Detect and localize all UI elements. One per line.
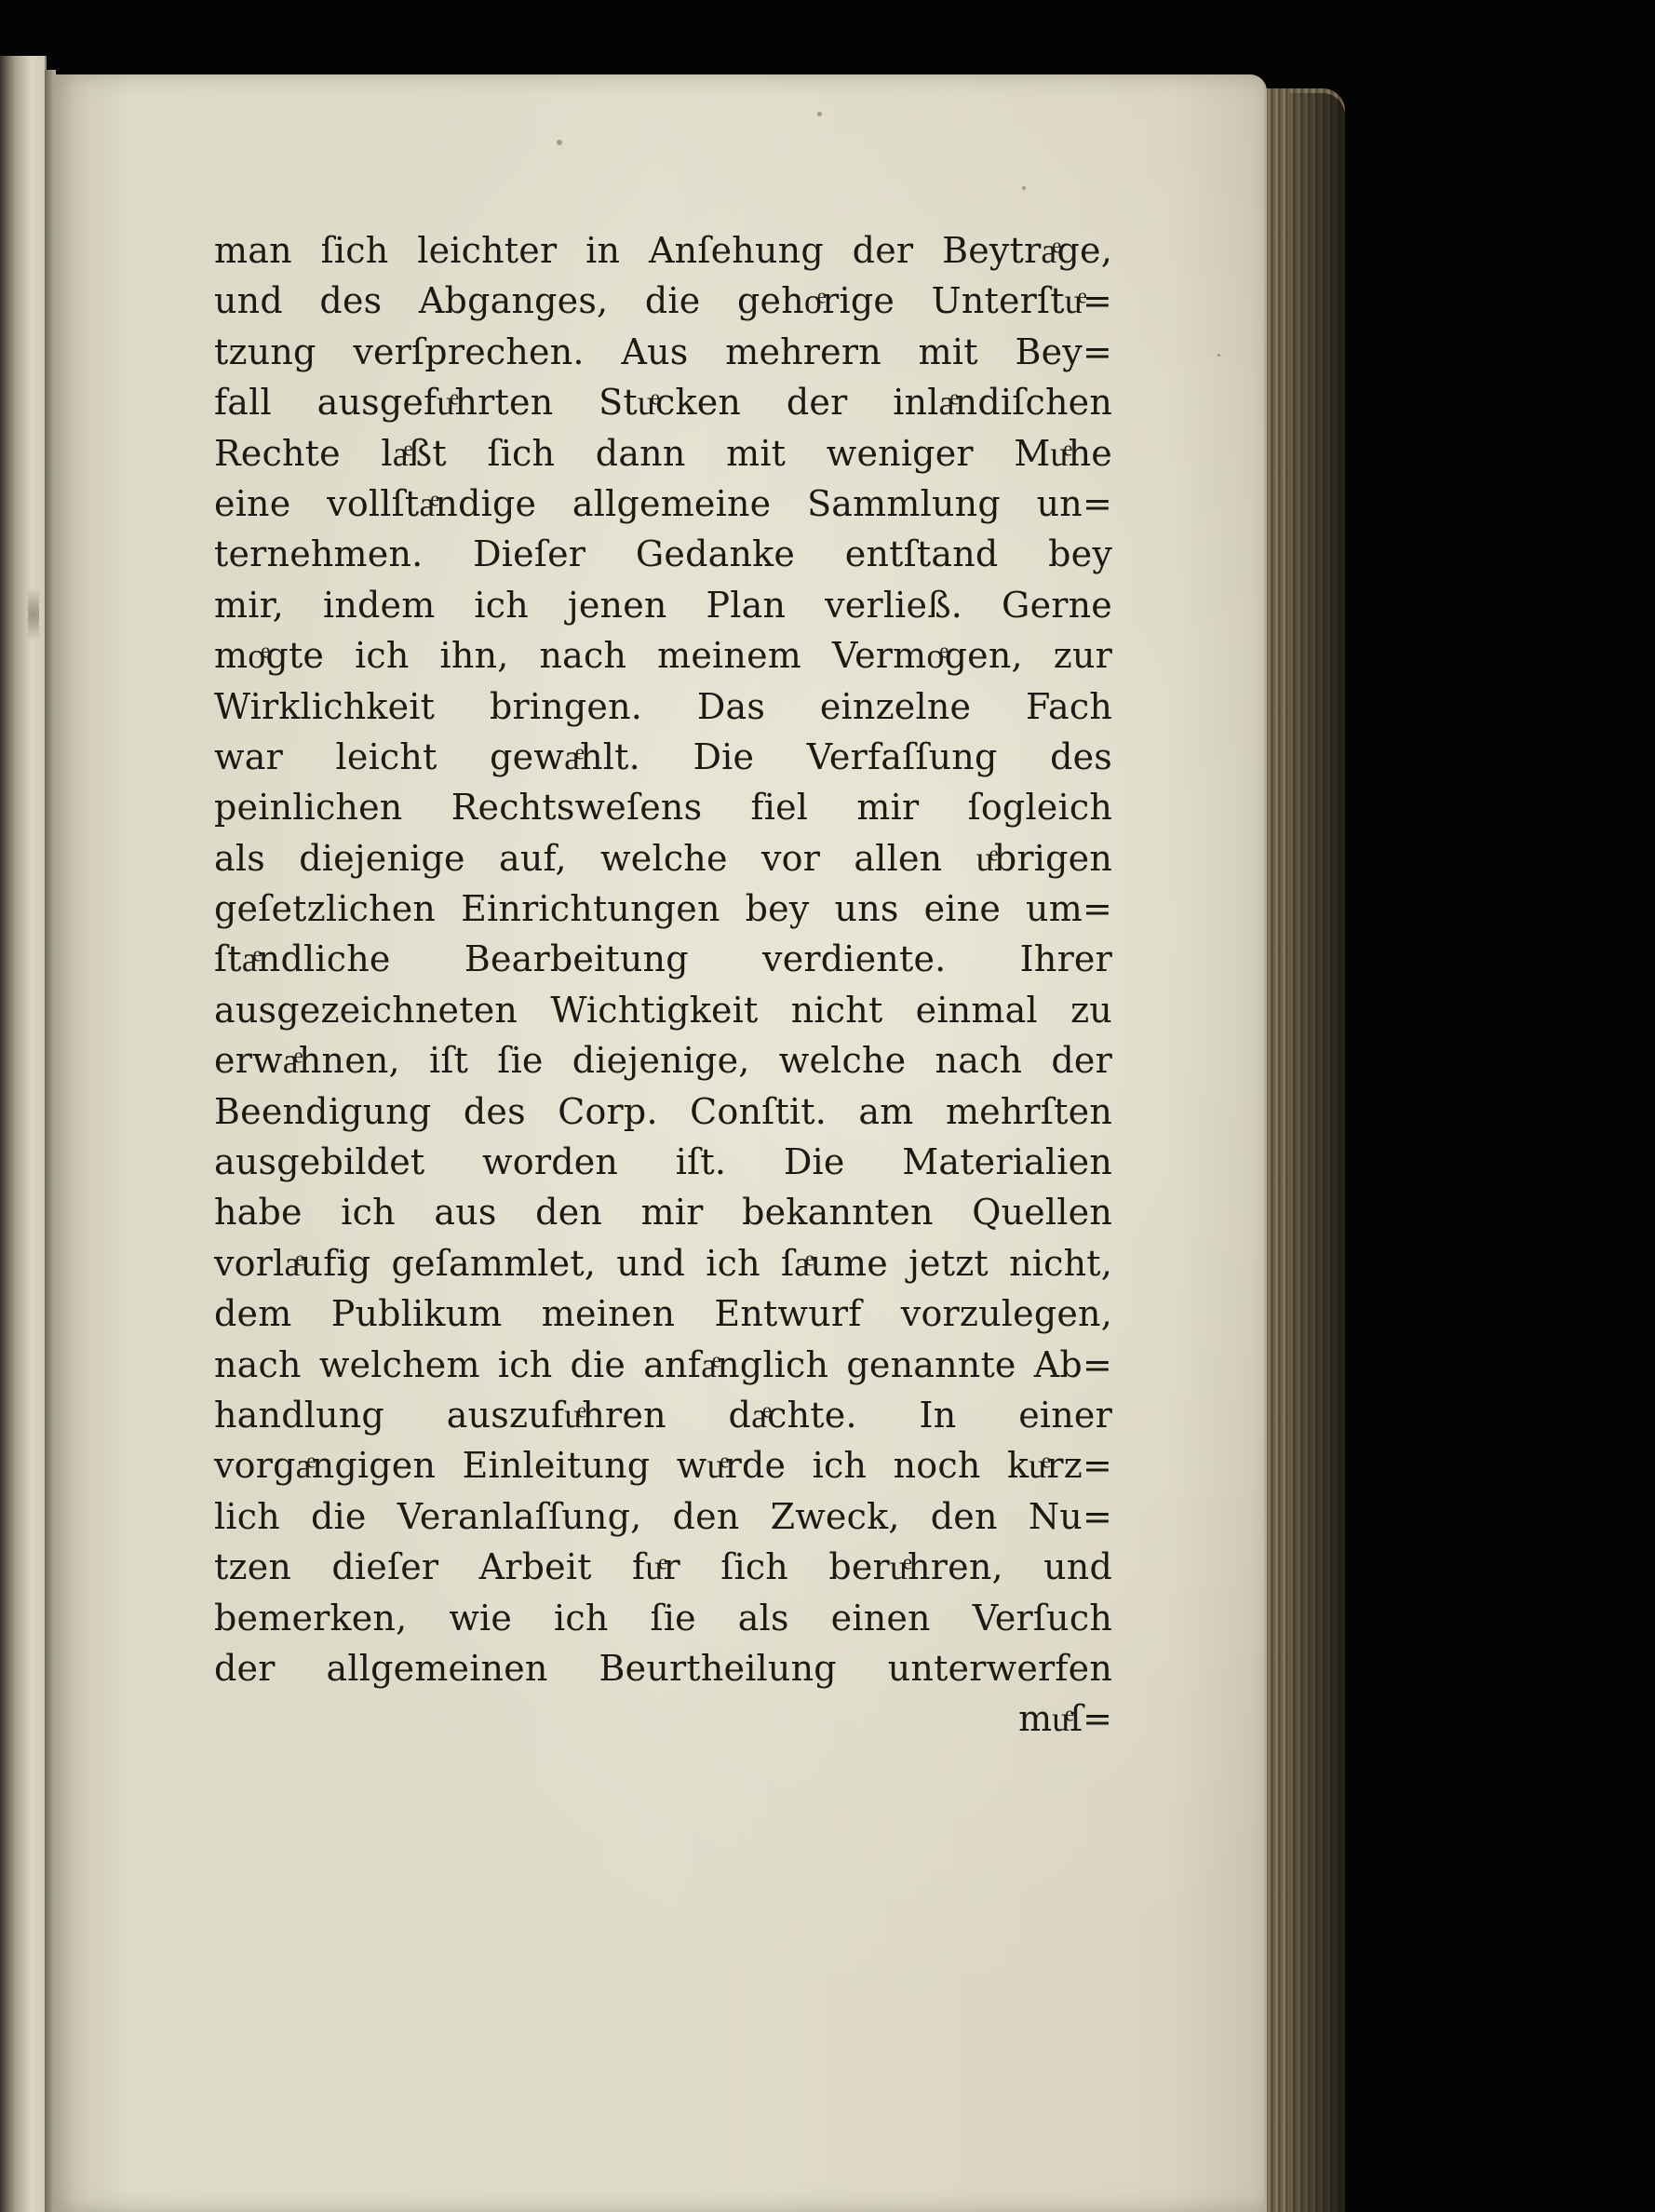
catchword: muͤſ=: [1018, 1698, 1112, 1740]
text-line: tzung verſprechen. Aus mehrern mit Bey=: [214, 330, 1112, 372]
page-text: [214, 225, 1112, 1744]
text-line: lich die Veranlaſſung, den Zweck, den Nu=: [214, 1495, 1112, 1537]
text-line: ternehmen. Dieſer Gedanke entſtand bey: [214, 533, 1112, 575]
text-line: war leicht gewaͤhlt. Die Verfaſſung des: [214, 735, 1112, 777]
paper-speck: [817, 112, 822, 116]
text-line: Beendigung des Corp. Conſtit. am mehrſten: [214, 1090, 1112, 1132]
text-line: erwaͤhnen, iſt ſie diejenige, welche nach der: [214, 1040, 1112, 1082]
text-line: geſetzlichen Einrichtungen bey uns eine um=: [214, 888, 1112, 930]
text-line: man ſich leichter in Anſehung der Beytraͤge,: [214, 230, 1112, 271]
book-block-shadow: [1289, 93, 1345, 2212]
text-line: ausgezeichneten Wichtigkeit nicht einmal zu: [214, 989, 1112, 1031]
text-line: der allgemeinen Beurtheilung unterwerfen: [214, 1647, 1112, 1689]
text-line: moͤgte ich ihn, nach meinem Vermoͤgen, zur: [214, 635, 1112, 677]
text-line: peinlichen Rechtsweſens fiel mir ſogleich: [214, 787, 1112, 829]
book-page: [54, 74, 1267, 2212]
paper-speck: [557, 140, 562, 145]
text-line: mir, indem ich jenen Plan verließ. Gerne: [214, 584, 1112, 626]
text-line: als diejenige auf, welche vor allen uͤbrigen: [214, 837, 1112, 879]
text-line: fall ausgefuͤhrten Stuͤcken der inlaͤndiſchen: [214, 382, 1112, 424]
text-line: und des Abganges, die gehoͤrige Unterſtuͤ=: [214, 280, 1112, 322]
text-line: Wirklichkeit bringen. Das einzelne Fach: [214, 685, 1112, 727]
text-line: handlung auszufuͤhren daͤchte. In einer: [214, 1394, 1112, 1436]
text-line: eine vollſtaͤndige allgemeine Sammlung un=: [214, 482, 1112, 524]
text-line: Rechte laͤßt ſich dann mit weniger Muͤhe: [214, 432, 1112, 474]
paper-speck: [1022, 186, 1026, 190]
paper-stain: [28, 577, 39, 652]
text-line: vorlaͤufig geſammlet, und ich ſaͤume jetzt nicht,: [214, 1242, 1112, 1284]
text-line: bemerken, wie ich ſie als einen Verſuch: [214, 1597, 1112, 1639]
text-line: habe ich aus den mir bekannten Quellen: [214, 1192, 1112, 1234]
text-line: dem Publikum meinen Entwurf vorzulegen,: [214, 1293, 1112, 1335]
text-line: ausgebildet worden iſt. Die Materialien: [214, 1141, 1112, 1183]
text-line: ſtaͤndliche Bearbeitung verdiente. Ihrer: [214, 938, 1112, 980]
text-line: vorgaͤngigen Einleitung wuͤrde ich noch kuͤrz=: [214, 1445, 1112, 1487]
text-line: nach welchem ich die anfaͤnglich genannte Ab=: [214, 1343, 1112, 1385]
text-line: tzen dieſer Arbeit fuͤr ſich beruͤhren, und: [214, 1546, 1112, 1588]
previous-page-edge: [0, 56, 47, 2212]
paper-speck: [1218, 354, 1220, 357]
